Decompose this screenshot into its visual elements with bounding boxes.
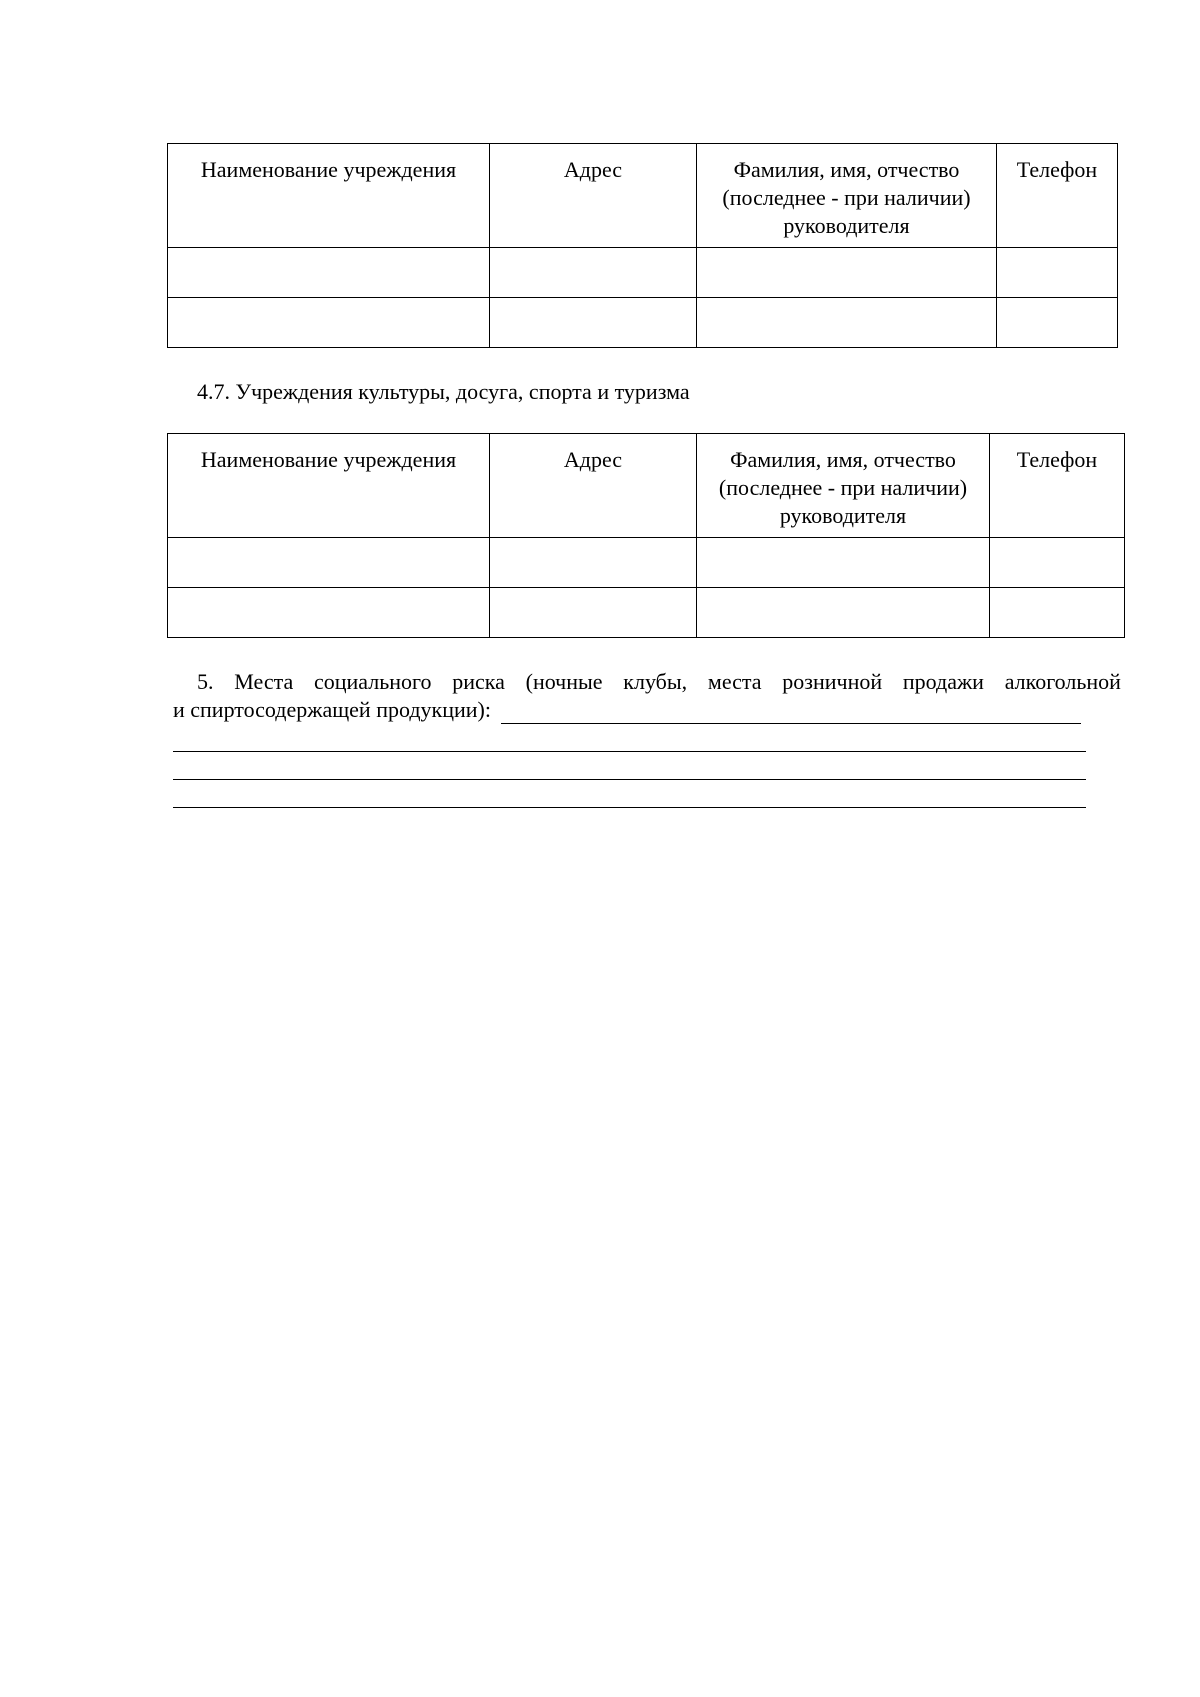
paragraph-word: продажи (902, 669, 984, 694)
table-header-row (168, 434, 1125, 538)
table-cell[interactable] (168, 298, 490, 348)
table-cell[interactable] (697, 298, 997, 348)
table-cell[interactable] (997, 248, 1118, 298)
table-cell[interactable] (168, 538, 490, 588)
header-head-full-name: Фамилия, имя, отчество (последнее - при наличии) руководителя (697, 434, 990, 538)
paragraph-word: (ночные (525, 669, 603, 694)
paragraph-word: розничной (782, 669, 883, 694)
table-row (168, 248, 1118, 298)
table-cell[interactable] (697, 588, 990, 638)
table-cell[interactable] (490, 538, 697, 588)
header-institution-name: Наименование учреждения (168, 144, 490, 248)
header-phone: Телефон (997, 144, 1118, 248)
section-5-paragraph (173, 668, 1121, 724)
header-address: Адрес (490, 434, 697, 538)
table-cell[interactable] (997, 298, 1118, 348)
table-cell[interactable] (490, 298, 697, 348)
table-cell[interactable] (990, 588, 1125, 638)
paragraph-word: места (707, 669, 762, 694)
section-heading-4-7: 4.7. Учреждения культуры, досуга, спорта и туризма (197, 379, 690, 404)
answer-fill-line[interactable] (501, 699, 1081, 724)
header-phone: Телефон (990, 434, 1125, 538)
paragraph-word: алкогольной (1004, 669, 1121, 694)
header-institution-name: Наименование учреждения (168, 434, 490, 538)
table-row (168, 298, 1118, 348)
blank-answer-line[interactable] (173, 807, 1086, 808)
paragraph-word: 5. (197, 669, 214, 694)
table-cell[interactable] (168, 588, 490, 638)
table-header-row (168, 144, 1118, 248)
section-5-line-2 (173, 696, 1121, 724)
section-5-line-1 (173, 668, 1121, 696)
institutions-table-1 (167, 143, 1118, 348)
table-cell[interactable] (990, 538, 1125, 588)
table-cell[interactable] (697, 538, 990, 588)
paragraph-word: риска (452, 669, 505, 694)
table-cell[interactable] (490, 248, 697, 298)
institutions-table-2 (167, 433, 1125, 638)
table-cell[interactable] (697, 248, 997, 298)
table-row (168, 588, 1125, 638)
blank-answer-line[interactable] (173, 779, 1086, 780)
paragraph-word: клубы, (623, 669, 688, 694)
paragraph-word: социального (313, 669, 432, 694)
header-address: Адрес (490, 144, 697, 248)
section-5-prompt: и спиртосодержащей продукции): (173, 697, 491, 722)
header-head-full-name: Фамилия, имя, отчество (последнее - при наличии) руководителя (697, 144, 997, 248)
table-row (168, 538, 1125, 588)
blank-answer-line[interactable] (173, 751, 1086, 752)
table-cell[interactable] (168, 248, 490, 298)
paragraph-word: Места (234, 669, 294, 694)
table-cell[interactable] (490, 588, 697, 638)
